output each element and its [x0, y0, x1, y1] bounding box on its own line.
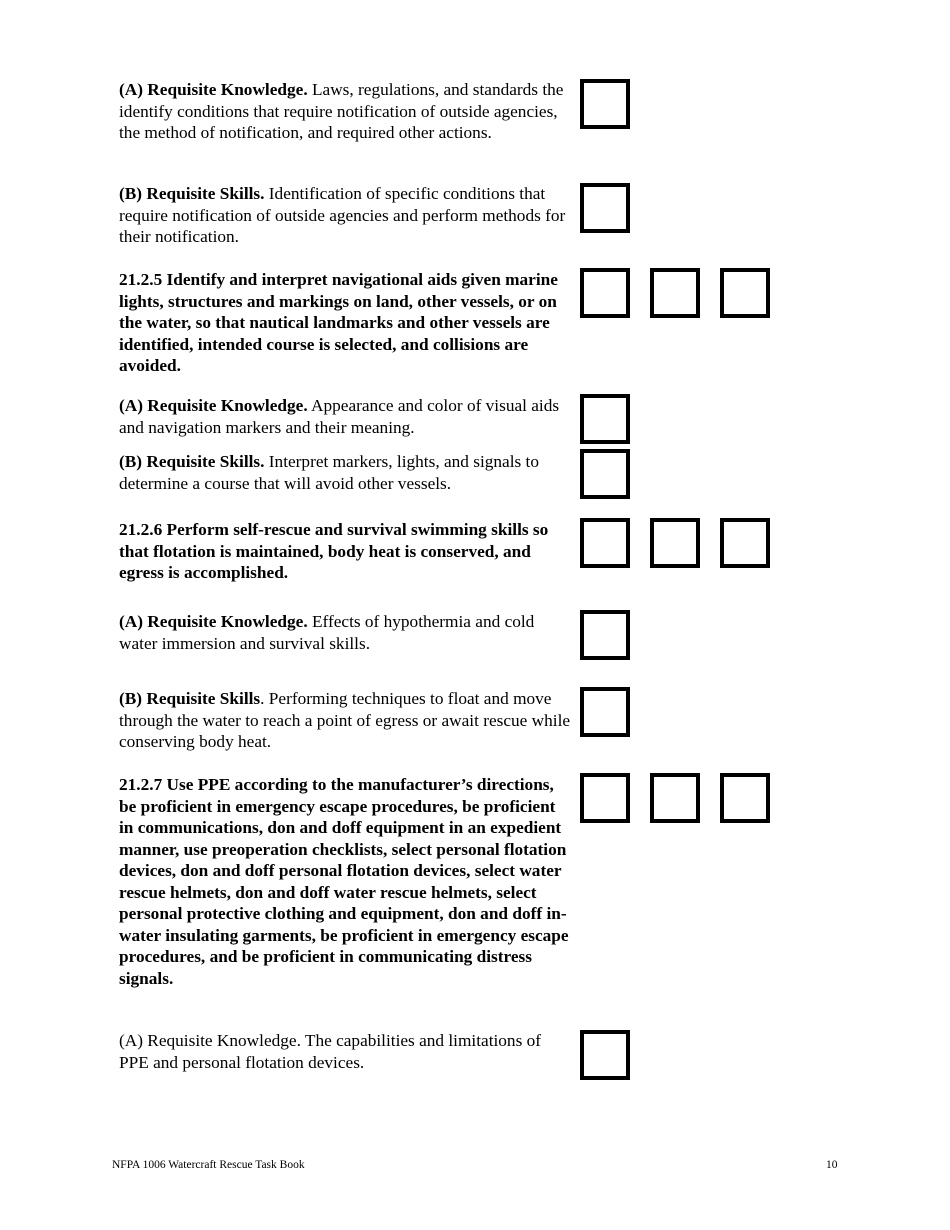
section-21-2-5-knowledge	[119, 395, 571, 438]
section-21-2-7-heading: 21.2.7 Use PPE according to the manufacturer’s directions, be proficient in emergency escape procedures, be proficient in communications, don and doff equipment in an expedient manner, use preoperation checklists, select personal flotation devices, don and doff personal flotation devices, select water rescue helmets, don and doff water rescue helmets, select personal protective clothing and equipment, don and doff in-water insulating garments, be proficient in emergency escape procedures, and be proficient in communicating distress signals.	[119, 775, 569, 988]
section-text: Effects of hypothermia and cold water immersion and survival skills.	[119, 612, 535, 653]
footer-title: NFPA 1006 Watercraft Rescue Task Book	[112, 1159, 305, 1171]
checkbox[interactable]	[580, 449, 630, 499]
section-21-2-6-skills	[119, 688, 571, 753]
section-21-2-6-knowledge	[119, 611, 571, 654]
section-text: Interpret markers, lights, and signals to determine a course that will avoid other vessels.	[119, 452, 540, 493]
section-label: (B) Requisite Skills.	[119, 452, 265, 471]
checkbox[interactable]	[650, 268, 700, 318]
section-label: (A) Requisite Knowledge.	[119, 612, 308, 631]
section-label: (A) Requisite Knowledge.	[119, 396, 308, 415]
section-label: (B) Requisite Skills	[119, 689, 261, 708]
checkbox[interactable]	[580, 1030, 630, 1080]
checkbox[interactable]	[720, 773, 770, 823]
checkbox[interactable]	[580, 394, 630, 444]
section-21-2-7-knowledge: (A) Requisite Knowledge. The capabilities and limitations of PPE and personal flotation devices.	[119, 1031, 542, 1072]
checkbox[interactable]	[580, 610, 630, 660]
checkbox[interactable]	[580, 773, 630, 823]
checkbox[interactable]	[580, 687, 630, 737]
section-text: Identification of specific conditions that require notification of outside agencies and perform methods for their notification.	[119, 184, 566, 246]
checkbox[interactable]	[720, 518, 770, 568]
section-21-2-4-skills	[119, 183, 571, 248]
section-label: (A) Requisite Knowledge.	[119, 80, 308, 99]
section-21-2-5-heading: 21.2.5 Identify and interpret navigational aids given marine lights, structures and markings on land, other vessels, or on the water, so that nautical landmarks and other vessels are identified, intended course is selected, and collisions are avoided.	[119, 270, 558, 375]
section-text: Laws, regulations, and standards the identify conditions that require notification of outside agencies, the method of notification, and required other actions.	[119, 80, 564, 142]
checkbox[interactable]	[720, 268, 770, 318]
checkbox[interactable]	[650, 518, 700, 568]
section-text: . Performing techniques to float and move through the water to reach a point of egress or await rescue while conserving body heat.	[119, 689, 571, 751]
section-text: Appearance and color of visual aids and navigation markers and their meaning.	[119, 396, 560, 437]
section-21-2-5-skills	[119, 451, 571, 494]
checkbox[interactable]	[580, 79, 630, 129]
checkbox[interactable]	[580, 183, 630, 233]
checkbox[interactable]	[580, 268, 630, 318]
page-number: 10	[826, 1159, 838, 1171]
section-21-2-4-knowledge	[119, 79, 571, 144]
checkbox[interactable]	[650, 773, 700, 823]
section-21-2-6-heading: 21.2.6 Perform self-rescue and survival swimming skills so that flotation is maintained, body heat is conserved, and egress is accomplished.	[119, 520, 549, 582]
checkbox[interactable]	[580, 518, 630, 568]
section-label: (B) Requisite Skills.	[119, 184, 265, 203]
